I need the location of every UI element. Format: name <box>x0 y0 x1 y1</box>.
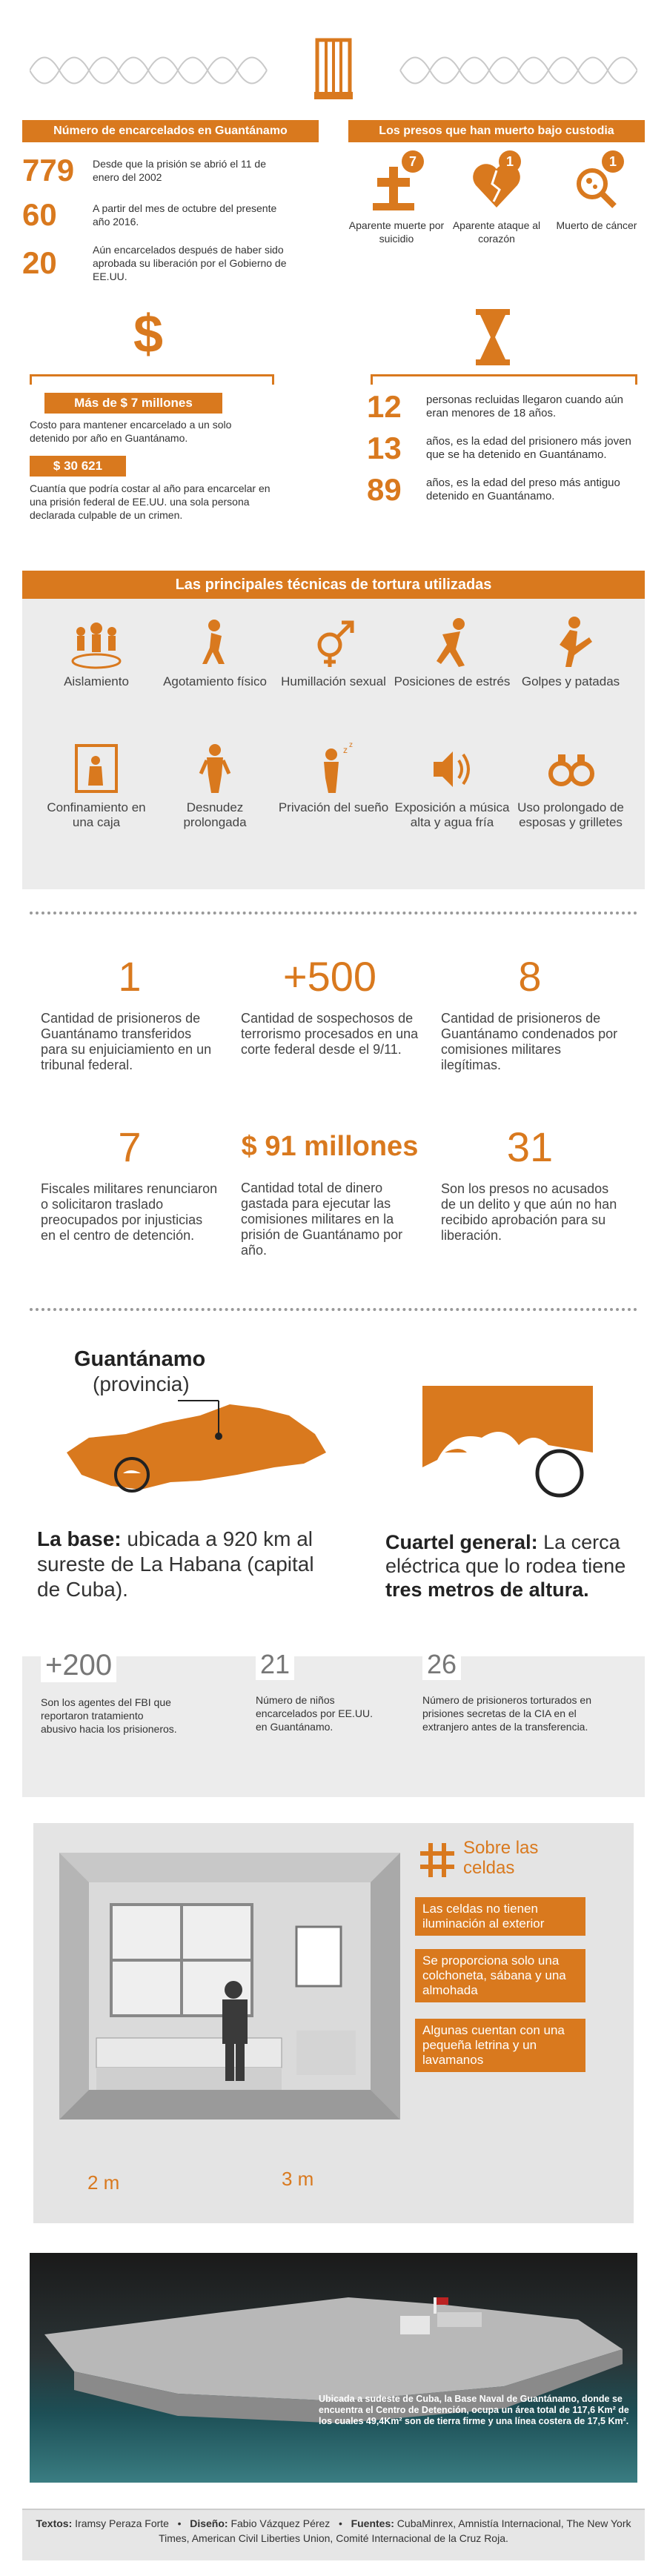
province-map <box>59 1393 334 1504</box>
torture-label: Exposición a música alta y agua fría <box>394 800 510 829</box>
bottom-stat-num: +200 <box>41 1649 116 1682</box>
number-value: 31 <box>506 1123 554 1170</box>
number-value: +500 <box>282 953 377 1000</box>
torture-item <box>274 741 393 874</box>
stat-num: 779 <box>22 153 75 187</box>
torture-item <box>37 741 156 874</box>
torture-item <box>37 615 156 741</box>
death-item-suicide <box>348 148 445 245</box>
death-item-heart <box>448 148 545 245</box>
age-text: años, es la edad del preso más antiguo detenido en Guantánamo. <box>426 477 620 502</box>
number-value: 7 <box>118 1123 142 1170</box>
numbers-grid <box>41 952 634 1286</box>
credit-text-value: Iramsy Peraza Forte <box>75 2517 169 2529</box>
svg-text:z: z <box>349 741 353 749</box>
credit-design-value: Fabio Vázquez Pérez <box>230 2517 331 2529</box>
stress-position-icon <box>426 615 478 671</box>
number-text: Cantidad de prisioneros de Guantánamo transferidos para su enjuiciamiento en un tribunal federal. <box>41 1011 212 1072</box>
sleep-icon <box>308 741 359 797</box>
island-caption: Ubicada a sudeste de Cuba, la Base Naval de Guantánamo, donde se encuentra el Centro de Detención, ocupa un área total de 117,6 Km² de los cuales 49,4Km² son de tierra firme y una línea costera de 17,5 Km². <box>319 2394 629 2426</box>
province-title: Guantánamo <box>74 1347 206 1371</box>
torture-title: Las principales técnicas de tortura utilizadas <box>22 571 645 599</box>
credits-text: Textos: Iramsy Peraza Forte • Diseño: Fabio Vázquez Pérez • Fuentes: CubaMinrex, Amnistía Internacional, The New York Times, American Civil Liberties Union, Comité Internacional de la Cruz Roja. <box>36 2517 631 2544</box>
bottom-stat <box>422 1649 630 1733</box>
age-num: 13 <box>367 431 402 465</box>
credit-text-label: Textos: <box>36 2517 73 2529</box>
svg-text:z: z <box>343 745 348 755</box>
bottom-stat <box>256 1649 374 1733</box>
cost-bracket <box>30 374 274 385</box>
death-label: Aparente muerte por suicidio <box>348 219 445 245</box>
hourglass-icon <box>474 308 511 371</box>
dim-depth-label: 3 m <box>282 2168 314 2190</box>
stat-text: A partir del mes de octubre del presente año 2016. <box>93 202 277 228</box>
encarcelados-stats <box>22 148 319 289</box>
torture-item <box>511 741 630 874</box>
number-item <box>41 952 241 1123</box>
cost-amount-1: Más de $ 7 millones <box>44 393 222 414</box>
box-icon <box>70 741 122 797</box>
hq-label: Cuartel general: <box>385 1531 538 1553</box>
number-text: Cantidad de prisioneros de Guantánamo condenados por comisiones militares ilegítimas. <box>441 1011 618 1072</box>
base-text: ubicada a 920 km al sureste de La Habana (capital de Cuba). <box>37 1527 314 1601</box>
torture-label: Uso prolongado de esposas y grilletes <box>517 800 624 829</box>
dim-width-label: 2 m <box>87 2171 120 2194</box>
torture-item <box>393 741 511 874</box>
torture-item <box>156 615 274 741</box>
number-item <box>441 1123 634 1286</box>
credit-design-label: Diseño: <box>190 2517 228 2529</box>
death-count: 1 <box>505 154 514 169</box>
hq-map <box>422 1378 600 1512</box>
divider <box>30 912 637 914</box>
hq-text: La cerca eléctrica que lo rodea tiene <box>385 1531 626 1577</box>
bottom-stat-text: Son los agentes del FBI que reportaron tratamiento abusivo hacia los prisioneros. <box>41 1696 177 1735</box>
encarcelados-header: Número de encarcelados en Guantánamo <box>22 120 319 142</box>
age-list <box>367 389 648 508</box>
death-count: 1 <box>608 154 617 169</box>
number-value: 1 <box>118 953 142 1000</box>
speaker-icon <box>426 741 478 797</box>
cell-title: Sobre las celdas <box>463 1838 539 1878</box>
credit-source-label: Fuentes: <box>351 2517 394 2529</box>
age-num: 12 <box>367 389 402 424</box>
muertos-header: Los presos que han muerto bajo custodia <box>348 120 645 142</box>
number-text: Son los presos no acusados de un delito y que aún no han recibido aprobación para su liberación. <box>441 1181 617 1243</box>
grave-icon <box>367 148 426 215</box>
stat-text: Desde que la prisión se abrió el 11 de enero del 2002 <box>93 158 267 183</box>
cell-note: Algunas cuentan con una pequeña letrina y un lavamanos <box>415 2019 585 2072</box>
number-item <box>441 952 634 1123</box>
torture-label: Desnudez prolongada <box>183 800 247 829</box>
torture-label: Aislamiento <box>64 674 129 688</box>
bottom-stat-text: Número de prisioneros torturados en prisiones secretas de la CIA en el extranjero antes de la transferencia. <box>422 1694 592 1733</box>
bottom-stat-text: Número de niños encarcelados por EE.UU. en Guantánamo. <box>256 1694 373 1733</box>
number-text: Fiscales militares renunciaron o solicitaron traslado preocupados por injusticias en el centro de detención. <box>41 1181 218 1243</box>
age-bracket <box>371 374 637 385</box>
number-item <box>241 1123 441 1286</box>
torture-label: Golpes y patadas <box>521 674 620 688</box>
bottom-stat-num: 26 <box>422 1649 461 1680</box>
stat-text: Aún encarcelados después de haber sido aprobada su liberación por el Gobierno de EE.UU. <box>93 244 287 282</box>
age-num: 89 <box>367 472 402 507</box>
cell-note: Se proporciona solo una colchoneta, sábana y una almohada <box>415 1949 585 2002</box>
torture-label: Confinamiento en una caja <box>47 800 146 829</box>
torture-item <box>511 615 630 741</box>
nudity-icon <box>189 741 241 797</box>
base-description <box>37 1527 319 1602</box>
cell-illustration <box>44 1838 430 2179</box>
grid-icon <box>419 1842 456 1882</box>
isolation-icon <box>70 615 122 671</box>
death-label: Muerto de cáncer <box>556 219 637 231</box>
island-illustration <box>30 2253 637 2483</box>
torture-label: Privación del sueño <box>278 800 389 814</box>
number-item <box>41 1123 241 1286</box>
prison-gate-icon <box>314 37 353 99</box>
gender-icon <box>308 615 359 671</box>
age-text: años, es la edad del prisionero más joven que se ha detenido en Guantánamo. <box>426 435 631 461</box>
number-text: Cantidad de sospechosos de terrorismo procesados en una corte federal desde el 9/11. <box>241 1011 419 1057</box>
number-value: 8 <box>518 953 542 1000</box>
stat-num: 20 <box>22 245 57 280</box>
exhaustion-icon <box>189 615 241 671</box>
torture-item <box>156 741 274 874</box>
cost-text-1: Costo para mantener encarcelado a un solo detenido por año en Guantánamo. <box>30 419 232 444</box>
torture-grid <box>37 615 630 882</box>
hq-text-bold: tres metros de altura. <box>385 1579 589 1601</box>
bottom-stat-num: 21 <box>256 1649 294 1680</box>
magnifier-cells-icon <box>567 148 626 215</box>
death-item-cancer <box>548 148 645 232</box>
credit-source-value: CubaMinrex, Amnistía Internacional, The New York Times, American Civil Liberties Union, Comité Internacional de la Cruz Roja. <box>159 2517 631 2544</box>
hq-description <box>385 1530 645 1601</box>
age-text: personas recluidas llegaron cuando aún eran menores de 18 años. <box>426 394 624 419</box>
cost-amount-2: $ 30 621 <box>30 456 126 477</box>
stat-num: 60 <box>22 197 57 232</box>
death-label: Aparente ataque al corazón <box>452 219 541 245</box>
base-label: La base: <box>37 1527 122 1550</box>
number-item <box>241 952 441 1123</box>
cell-note: Las celdas no tienen iluminación al exterior <box>415 1897 585 1936</box>
cost-text-2: Cuantía que podría costar al año para encarcelar en una prisión federal de EE.UU. una sola persona declarada culpable de un crimen. <box>30 482 271 521</box>
torture-label: Agotamiento físico <box>163 674 267 688</box>
torture-label: Humillación sexual <box>281 674 386 688</box>
province-subtitle: (provincia) <box>93 1372 190 1395</box>
kick-icon <box>545 615 597 671</box>
torture-item <box>274 615 393 741</box>
bottom-stat <box>41 1649 189 1736</box>
broken-heart-icon <box>467 148 526 215</box>
torture-item <box>393 615 511 741</box>
death-count: 7 <box>408 154 417 169</box>
handcuffs-icon <box>545 741 597 797</box>
torture-label: Posiciones de estrés <box>394 674 511 688</box>
number-value: $ 91 millones <box>241 1131 419 1162</box>
dollar-icon: $ <box>133 305 164 364</box>
number-text: Cantidad total de dinero gastada para ejecutar las comisiones militares en la prisión de Guantánamo por año. <box>241 1181 403 1258</box>
divider <box>30 1308 637 1311</box>
